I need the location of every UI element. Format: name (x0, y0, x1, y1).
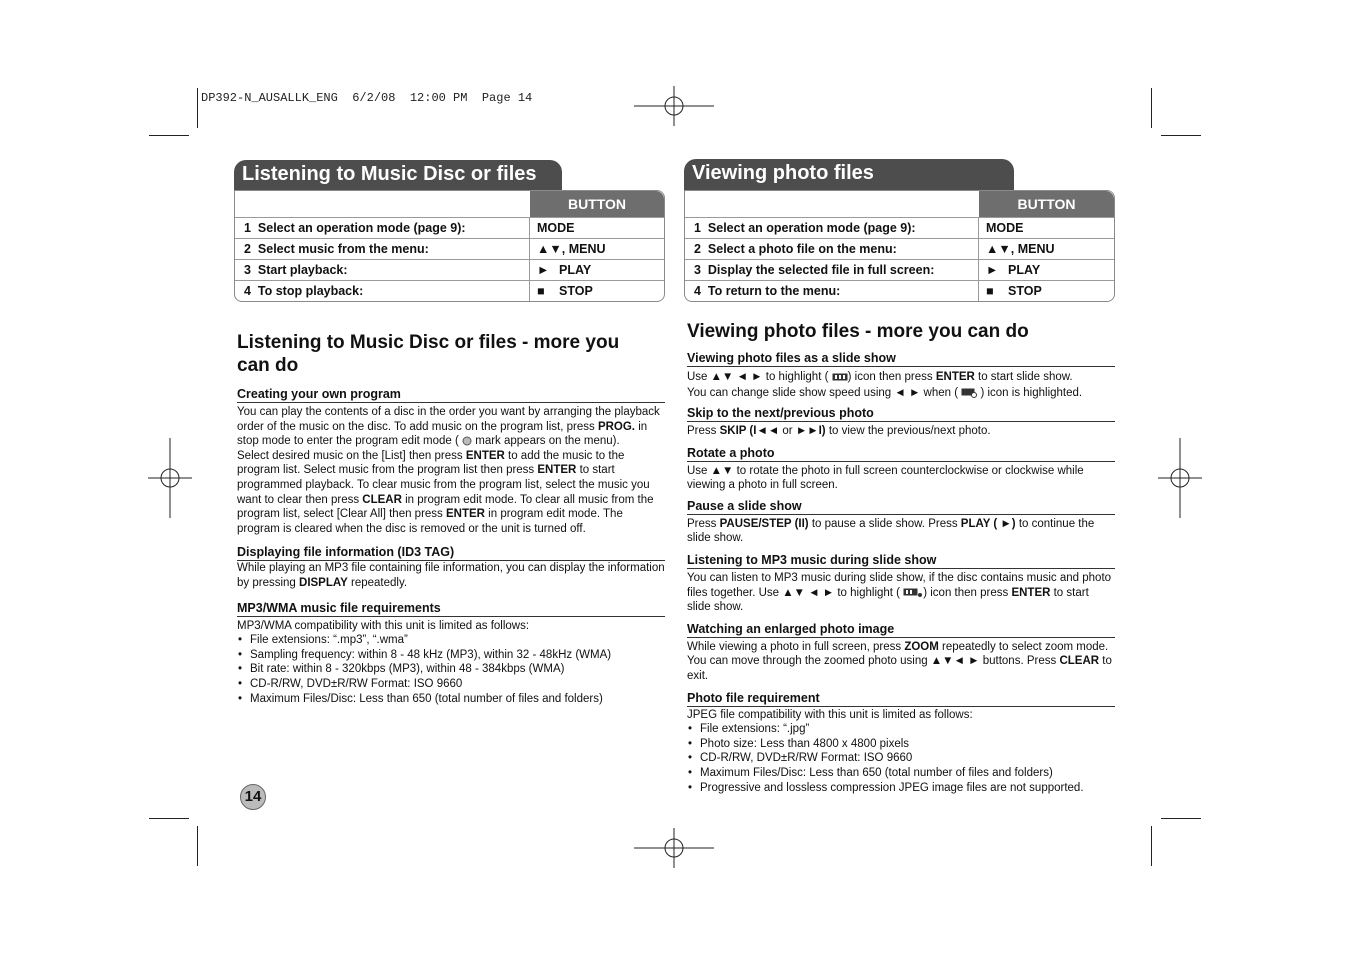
page-number: 14 (240, 784, 266, 810)
crop-mark (149, 818, 189, 819)
rotate-subheading: Rotate a photo (687, 446, 1115, 462)
button-column-header: BUTTON (979, 191, 1114, 217)
mp3-slideshow-subheading: Listening to MP3 music during slide show (687, 553, 1115, 569)
skip-text: Press SKIP (I◄◄ or ►►I) to view the previous/next photo. (687, 425, 991, 437)
list-item: • Sampling frequency: within 8 - 48 kHz (MP3), within 32 - 48kHz (WMA) (237, 648, 665, 663)
music-slideshow-icon (903, 587, 923, 598)
registration-mark-icon (634, 84, 714, 128)
print-slug: DP392-N_AUSALLK_ENG 6/2/08 12:00 PM Page 14 (201, 91, 533, 105)
rotate-text: Use ▲▼ to rotate the photo in full screen counterclockwise or clockwise while viewing a photo in full screen. (687, 464, 1084, 492)
list-item: • File extensions: “.jpg” (687, 722, 1115, 737)
photo-more-heading: Viewing photo files - more you can do (687, 321, 1029, 342)
list-item: • Maximum Files/Disc: Less than 650 (total number of files and folders) (687, 766, 1115, 781)
photo-requirements-subheading: Photo file requirement (687, 691, 1115, 707)
zoom-text: While viewing a photo in full screen, press ZOOM repeatedly to select zoom mode. You can move through the zoomed photo using ▲▼◄ ► buttons. Press CLEAR to exit. (687, 640, 1112, 682)
music-more-heading: Listening to Music Disc or files - more you can do (237, 332, 620, 376)
zoom-subheading: Watching an enlarged photo image (687, 622, 1115, 638)
play-icon: ► (986, 263, 999, 277)
table-row: 4 To return to the menu: ■ STOP (685, 280, 1114, 301)
crop-mark (1161, 135, 1201, 136)
stop-icon: ■ (986, 284, 994, 298)
registration-mark-icon (148, 438, 192, 518)
registration-mark-icon (1158, 438, 1202, 518)
pause-text: Press PAUSE/STEP (II) to pause a slide show. Press PLAY ( ►) to continue the slide show. (687, 517, 1095, 545)
play-icon: ► (537, 263, 550, 277)
table-row: 2 Select a photo file on the menu: ▲▼, MENU (685, 238, 1114, 259)
music-requirements-subheading: MP3/WMA music file requirements (237, 601, 665, 617)
list-item: • Maximum Files/Disc: Less than 650 (total number of files and folders) (237, 692, 665, 707)
music-requirements-intro: MP3/WMA compatibility with this unit is limited as follows: (237, 619, 530, 632)
slideshow-subheading: Viewing photo files as a slide show (687, 351, 1115, 367)
crop-mark (1151, 826, 1152, 866)
crop-mark (197, 826, 198, 866)
program-subheading: Creating your own program (237, 387, 665, 403)
table-row: 3 Start playback: ► PLAY (235, 259, 664, 280)
slide-speed-icon (961, 387, 977, 398)
slideshow-text: Use ▲▼ ◄ ► to highlight ( ) icon then press ENTER to start slide show. You can change slide show speed using ◄ ► when ( ) icon is highlighted. (687, 371, 1083, 399)
button-column-header: BUTTON (530, 191, 664, 217)
list-item: • CD-R/RW, DVD±R/RW Format: ISO 9660 (237, 677, 665, 692)
slideshow-icon (832, 372, 848, 382)
music-operation-table (234, 190, 665, 302)
id3-text: While playing an MP3 file containing file information, you can display the information by pressing DISPLAY repeatedly. (237, 562, 665, 589)
music-section-tab: Listening to Music Disc or files (234, 160, 562, 192)
list-item: • Bit rate: within 8 - 320kbps (MP3), within 48 - 384kbps (WMA) (237, 662, 665, 677)
program-text: You can play the contents of a disc in the order you want by arranging the playback order of the music on the disc. To add music on the program list, press PROG. in stop mode to enter the program edit mode ( mark appears on the menu). Select desired music on the [List] then press ENTER to add the music to the program list. Select music from the program list then press ENTER to start programmed playback. To clear music from the program list, select the music you want to clear then press CLEAR in program edit mode. To clear all music from the program list, select [Clear All] then press ENTER in program edit mode. The program is cleared when the disc is removed or the unit is turned off. (237, 406, 660, 535)
photo-operation-table (684, 190, 1115, 302)
skip-subheading: Skip to the next/previous photo (687, 406, 1115, 422)
photo-requirements-intro: JPEG file compatibility with this unit is limited as follows: (687, 708, 973, 721)
stop-icon: ■ (537, 284, 545, 298)
table-row: 1 Select an operation mode (page 9): MODE (685, 217, 1114, 238)
table-row: 1 Select an operation mode (page 9): MODE (235, 217, 664, 238)
table-row: 2 Select music from the menu: ▲▼, MENU (235, 238, 664, 259)
crop-mark (1161, 818, 1201, 819)
crop-mark (197, 88, 198, 128)
mp3-slideshow-text: You can listen to MP3 music during slide show, if the disc contains music and photo files together. Use ▲▼ ◄ ► to highlight ( ) icon then press ENTER to start slide show. (687, 571, 1112, 614)
registration-mark-icon (634, 826, 714, 870)
list-item: • CD-R/RW, DVD±R/RW Format: ISO 9660 (687, 751, 1115, 766)
photo-section-tab: Viewing photo files (684, 159, 1014, 191)
list-item: • Progressive and lossless compression JPEG image files are not supported. (687, 781, 1115, 796)
crop-mark (149, 135, 189, 136)
list-item: • Photo size: Less than 4800 x 4800 pixels (687, 737, 1115, 752)
table-row: 4 To stop playback: ■ STOP (235, 280, 664, 301)
photo-requirements-list (687, 722, 1115, 795)
id3-subheading: Displaying file information (ID3 TAG) (237, 545, 665, 561)
program-mark-icon (462, 436, 472, 446)
list-item: • File extensions: “.mp3”, “.wma” (237, 633, 665, 648)
music-requirements-list (237, 633, 665, 706)
crop-mark (1151, 88, 1152, 128)
pause-subheading: Pause a slide show (687, 499, 1115, 515)
table-row: 3 Display the selected file in full screen: ► PLAY (685, 259, 1114, 280)
